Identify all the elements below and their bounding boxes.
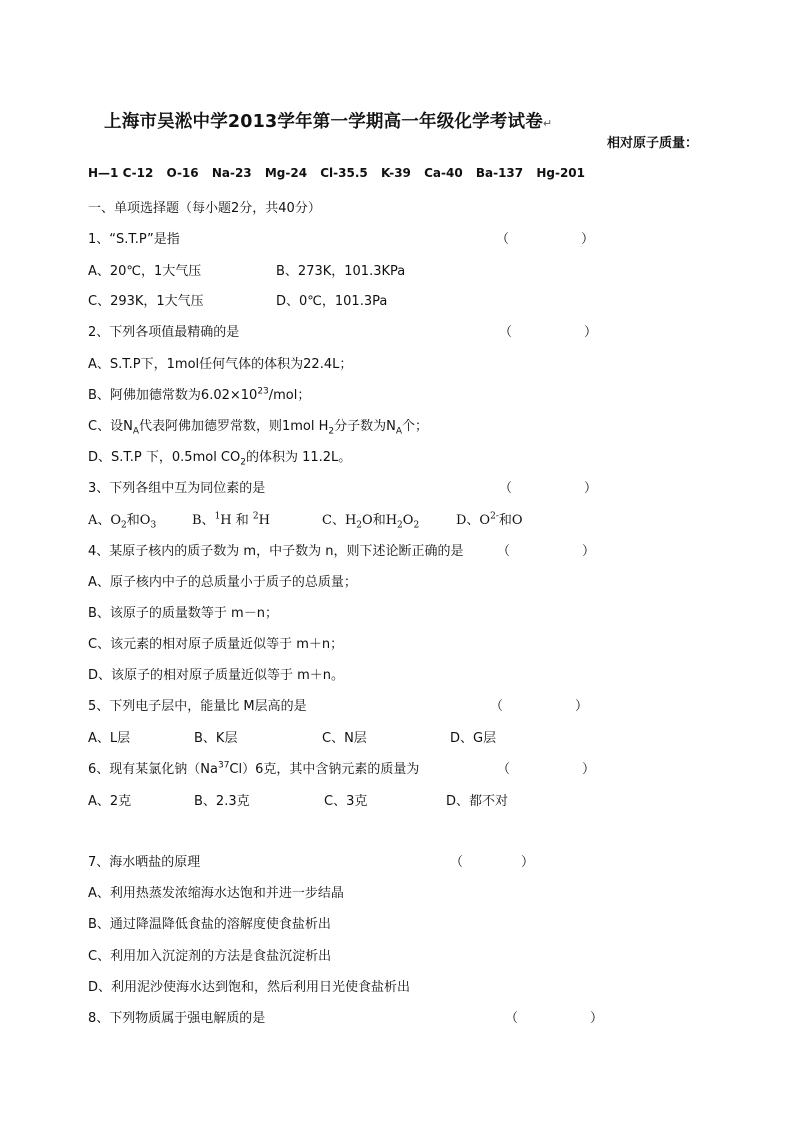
q6-option-a: A、2克 (88, 794, 132, 809)
q7-option-c: C、利用加入沉淀剂的方法是食盐沉淀析出 (88, 949, 332, 964)
atomic-mass-item: K-39 (380, 166, 411, 180)
q6-option-c: C、3克 (324, 794, 368, 809)
answer-blank-1[interactable]: （ ） (496, 232, 595, 247)
section-heading: 一、单项选择题（每小题2分，共40分） (88, 201, 321, 216)
q3-option-b: B、$^1$H 和 $^2$H (192, 511, 270, 528)
question-2-stem: 2、下列各项值最精确的是 (88, 325, 240, 340)
q3-option-c: C、$H_2O$和$H_2O_2$ (322, 513, 420, 531)
atomic-mass-item: Na-23 (211, 166, 252, 180)
q5-option-c: C、N层 (322, 731, 367, 746)
q4-option-b: B、该原子的质量数等于 m－n； (88, 606, 278, 621)
question-1-stem: 1、“S.T.P”是指 (88, 232, 180, 247)
q3-option-a: A、$O_2$和$O_3$ (88, 513, 157, 531)
q1-option-c: C、293K，1大气压 (88, 294, 204, 309)
atomic-mass-item: Ca-40 (424, 166, 463, 180)
answer-blank-2[interactable]: （ ） (499, 325, 598, 340)
answer-blank-3[interactable]: （ ） (499, 481, 598, 496)
q1-option-a: A、20℃，1大气压 (88, 264, 202, 279)
atomic-mass-item: Mg-24 (264, 166, 308, 180)
q7-option-b: B、通过降温降低食盐的溶解度使食盐析出 (88, 917, 331, 932)
relative-atomic-mass-label: 相对原子质量： (607, 136, 699, 151)
answer-blank-5[interactable]: （ ） (490, 699, 589, 714)
question-7-stem: 7、海水晒盐的原理 (88, 855, 201, 870)
q4-option-c: C、该元素的相对原子质量近似等于 m＋n； (88, 637, 344, 652)
q7-option-a: A、利用热蒸发浓缩海水达饱和并进一步结晶 (88, 886, 344, 901)
q5-option-d: D、G层 (450, 731, 497, 746)
q5-option-a: A、L层 (88, 731, 131, 746)
q2-option-d: D、S.T.P 下，0.5mol $CO_2$的体积为 11.2L。 (88, 450, 352, 468)
atomic-mass-item: O-16 (166, 166, 199, 180)
question-5-stem: 5、下列电子层中，能量比 M层高的是 (88, 699, 307, 714)
atomic-mass-item: Hg-201 (536, 166, 585, 180)
exam-title: 上海市吴淞中学2013学年第一学期高一年级化学考试卷↵ (104, 112, 553, 132)
answer-blank-4[interactable]: （ ） (497, 544, 596, 559)
atomic-mass-item: Ba-137 (475, 166, 524, 180)
q1-option-b: B、273K，101.3KPa (276, 264, 406, 279)
question-3-stem: 3、下列各组中互为同位素的是 (88, 481, 266, 496)
q6-option-d: D、都不对 (446, 794, 509, 809)
q2-option-c: C、设$N_A$代表阿佛加德罗常数，则1mol $H_2$分子数为$N_A$个； (88, 419, 429, 437)
q3-option-d: D、$O^{2-}$和O (456, 511, 523, 528)
q5-option-b: B、K层 (194, 731, 238, 746)
return-mark-icon: ↵ (542, 117, 553, 130)
q4-option-d: D、该原子的相对原子质量近似等于 m＋n。 (88, 668, 345, 683)
q1-option-d: D、0℃，101.3Pa (276, 294, 388, 309)
answer-blank-6[interactable]: （ ） (497, 762, 596, 777)
answer-blank-8[interactable]: （ ） (505, 1011, 604, 1026)
question-8-stem: 8、下列物质属于强电解质的是 (88, 1011, 266, 1026)
q2-option-b: B、阿佛加德常数为$6.02\times 10^{23}$/mol； (88, 386, 311, 403)
q4-option-a: A、原子核内中子的总质量小于质子的总质量； (88, 575, 357, 590)
q6-option-b: B、2.3克 (194, 794, 250, 809)
question-6-stem: 6、现有某氯化钠（Na$^{37}$Cl）6克，其中含钠元素的质量为 (88, 760, 420, 777)
question-4-stem: 4、某原子核内的质子数为 m，中子数为 n，则下述论断正确的是 (88, 544, 464, 559)
q7-option-d: D、利用泥沙使海水达到饱和，然后利用日光使食盐析出 (88, 980, 411, 995)
q2-option-a: A、S.T.P下，1mol任何气体的体积为22.4L； (88, 357, 353, 372)
atomic-mass-item: Cl-35.5 (320, 166, 368, 180)
atomic-mass-list (88, 166, 594, 180)
answer-blank-7[interactable]: （ ） (450, 855, 535, 870)
atomic-mass-item: H—1 C-12 (88, 166, 154, 180)
